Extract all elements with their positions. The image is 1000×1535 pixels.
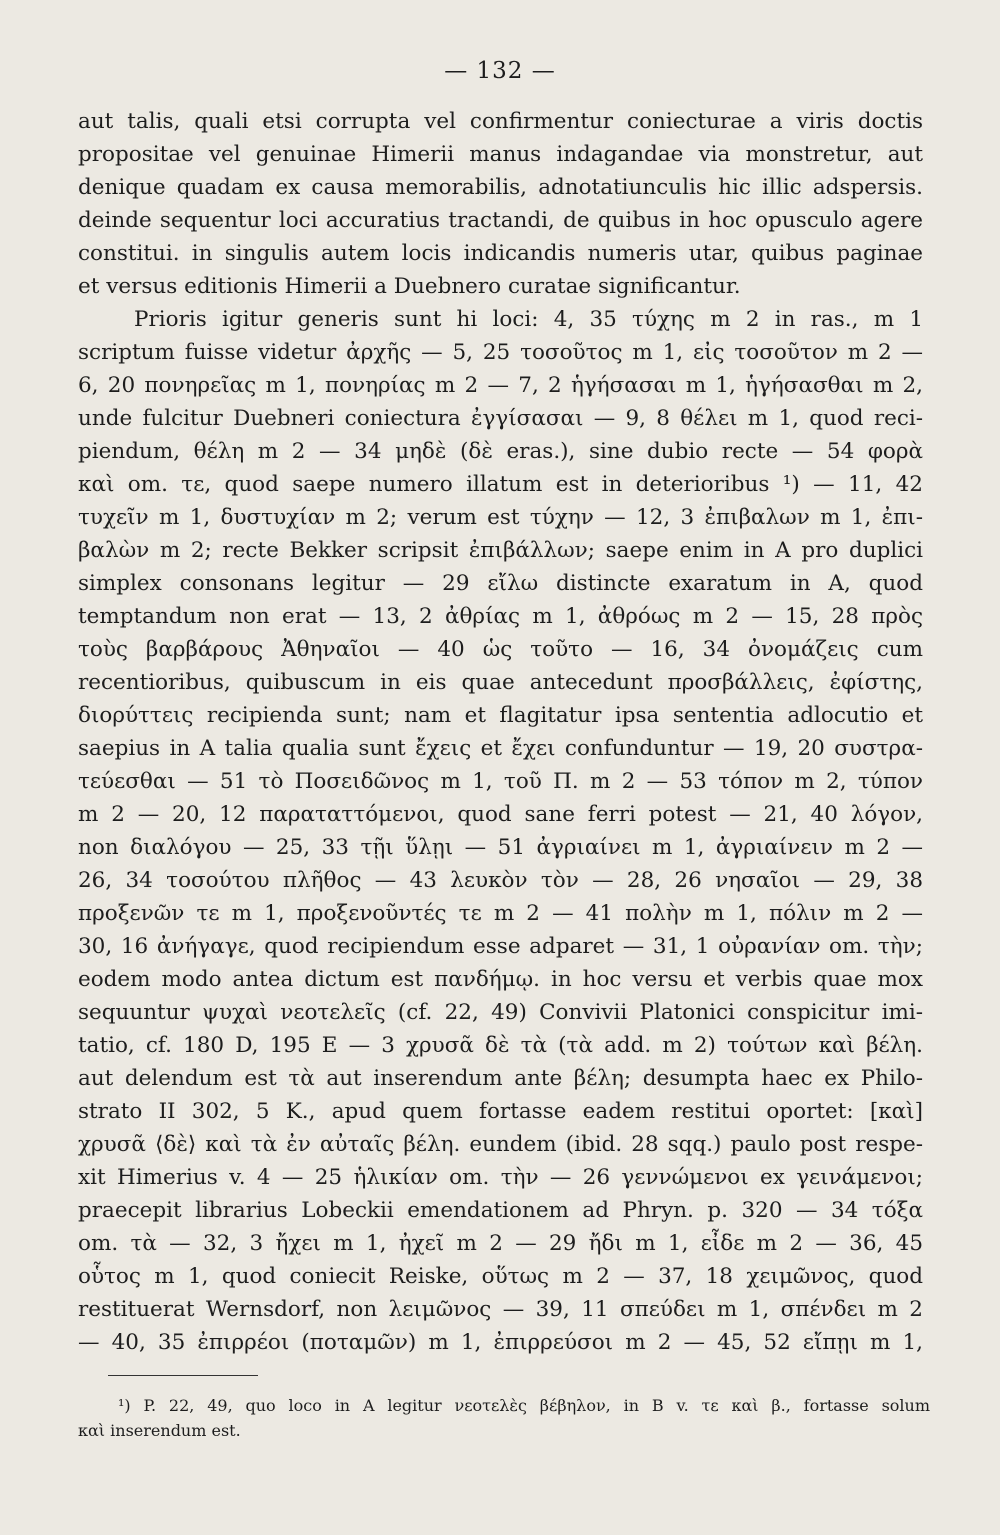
text-line: βαλὼν m 2; recte Bekker scripsit ἐπιβάλλων; saepe enim in A pro duplici <box>78 538 923 563</box>
text-line: 26, 34 τοσούτου πλῆθος — 43 λευκὸν τὸν — 28, 26 νησαῖοι — 29, 38 <box>78 868 923 893</box>
text-line: τεύεσθαι — 51 τὸ Ποσειδῶνος m 1, τοῦ Π. m 2 — 53 τόπον m 2, τύπον <box>78 769 923 794</box>
text-line: propositae vel genuinae Himerii manus indagandae via monstretur, aut <box>78 142 923 167</box>
text-line: Prioris igitur generis sunt hi loci: 4, 35 τύχης m 2 in ras., m 1 <box>134 307 923 332</box>
text-line: saepius in A talia qualia sunt ἔχεις et ἔχει confunduntur — 19, 20 συστρα- <box>78 736 923 761</box>
text-line: διορύττεις recipienda sunt; nam et flagitatur ipsa sententia adlocutio et <box>78 703 923 728</box>
footnotes <box>78 1393 930 1443</box>
text-line: strato II 302, 5 K., apud quem fortasse eadem restitui oportet: [καὶ] <box>78 1099 923 1124</box>
text-line: simplex consonans legitur — 29 εἴλω distincte exaratum in A, quod <box>78 571 923 596</box>
text-line: tatio, cf. 180 D, 195 E — 3 χρυσᾶ δὲ τὰ (τὰ add. m 2) τούτων καὶ βέλη. <box>78 1033 923 1058</box>
text-line: et versus editionis Himerii a Duebnero curatae significantur. <box>78 274 741 299</box>
text-line: aut talis, quali etsi corrupta vel confirmentur coniecturae a viris doctis <box>78 109 923 134</box>
text-line: deinde sequentur loci accuratius tractandi, de quibus in hoc opusculo agere <box>78 208 923 233</box>
text-line: προξενῶν τε m 1, προξενοῦντές τε m 2 — 41 πολὴν m 1, πόλιν m 2 — <box>78 901 923 926</box>
footnote-divider <box>108 1375 258 1376</box>
text-line: m 2 — 20, 12 παραταττόμενοι, quod sane ferri potest — 21, 40 λόγον, <box>78 802 923 827</box>
main-text <box>78 105 923 1359</box>
text-line: restituerat Wernsdorf, non λειμῶνος — 39, 11 σπεύδει m 1, σπένδει m 2 <box>78 1297 923 1322</box>
text-line: xit Himerius v. 4 — 25 ἡλικίαν om. τὴν — 26 γεννώμενοι ex γεινάμενοι; <box>78 1165 923 1190</box>
text-line: — 40, 35 ἐπιρρέοι (ποταμῶν) m 1, ἐπιρρεύσοι m 2 — 45, 52 εἴπῃι m 1, <box>78 1330 923 1355</box>
text-line: piendum, θέλη m 2 — 34 μηδὲ (δὲ eras.), sine dubio recte — 54 φορὰ <box>78 439 923 464</box>
text-line: temptandum non erat — 13, 2 ἀθρίας m 1, ἀθρόως m 2 — 15, 28 πρὸς <box>78 604 923 629</box>
text-line: non διαλόγου — 25, 33 τῇι ὕλῃι — 51 ἀγριαίνει m 1, ἀγριαίνειν m 2 — <box>78 835 923 860</box>
footnote-line: ¹) P. 22, 49, quo loco in A legitur νεοτελὲς βέβηλον, in B v. τε καὶ β., fortasse solum <box>118 1396 930 1415</box>
text-line: χρυσᾶ ⟨δὲ⟩ καὶ τὰ ἐν αὐταῖς βέλη. eundem (ibid. 28 sqq.) paulo post respe- <box>78 1132 923 1157</box>
text-line: om. τὰ — 32, 3 ἤχει m 1, ἠχεῖ m 2 — 29 ἤδι m 1, εἶδε m 2 — 36, 45 <box>78 1231 923 1256</box>
text-line: 6, 20 πονηρεῖας m 1, πονηρίας m 2 — 7, 2 ἡγήσασαι m 1, ἡγήσασθαι m 2, <box>78 373 923 398</box>
text-line: καὶ om. τε, quod saepe numero illatum est in deterioribus ¹) — 11, 42 <box>78 472 923 497</box>
text-line: aut delendum est τὰ aut inserendum ante βέλη; desumpta haec ex Philo- <box>78 1066 923 1091</box>
text-line: scriptum fuisse videtur ἀρχῆς — 5, 25 τοσοῦτος m 1, εἰς τοσοῦτον m 2 — <box>78 340 923 365</box>
text-line: unde fulcitur Duebneri coniectura ἐγγίσασαι — 9, 8 θέλει m 1, quod reci- <box>78 406 923 431</box>
text-line: τοὺς βαρβάρους Ἀθηναῖοι — 40 ὡς τοῦτο — 16, 34 ὀνομάζεις cum <box>78 637 923 662</box>
text-line: sequuntur ψυχαὶ νεοτελεῖς (cf. 22, 49) Convivii Platonici conspicitur imi- <box>78 1000 923 1025</box>
text-line: eodem modo antea dictum est πανδήμῳ. in hoc versu et verbis quae mox <box>78 967 923 992</box>
page-number: — 132 — <box>444 58 556 84</box>
text-line: 30, 16 ἀνήγαγε, quod recipiendum esse adparet — 31, 1 οὐρανίαν om. τὴν; <box>78 934 923 959</box>
text-line: τυχεῖν m 1, δυστυχίαν m 2; verum est τύχην — 12, 3 ἐπιβαλων m 1, ἐπι- <box>78 505 923 530</box>
text-line: denique quadam ex causa memorabilis, adnotatiunculis hic illic adspersis. <box>78 175 923 200</box>
text-line: recentioribus, quibuscum in eis quae antecedunt προσβάλλεις, ἐφίστης, <box>78 670 923 695</box>
footnote-line: καὶ inserendum est. <box>78 1421 241 1440</box>
text-line: οὗτος m 1, quod coniecit Reiske, οὕτως m 2 — 37, 18 χειμῶνος, quod <box>78 1264 923 1289</box>
text-line: praecepit librarius Lobeckii emendationem ad Phryn. p. 320 — 34 τόξα <box>78 1198 923 1223</box>
text-line: constitui. in singulis autem locis indicandis numeris utar, quibus paginae <box>78 241 923 266</box>
